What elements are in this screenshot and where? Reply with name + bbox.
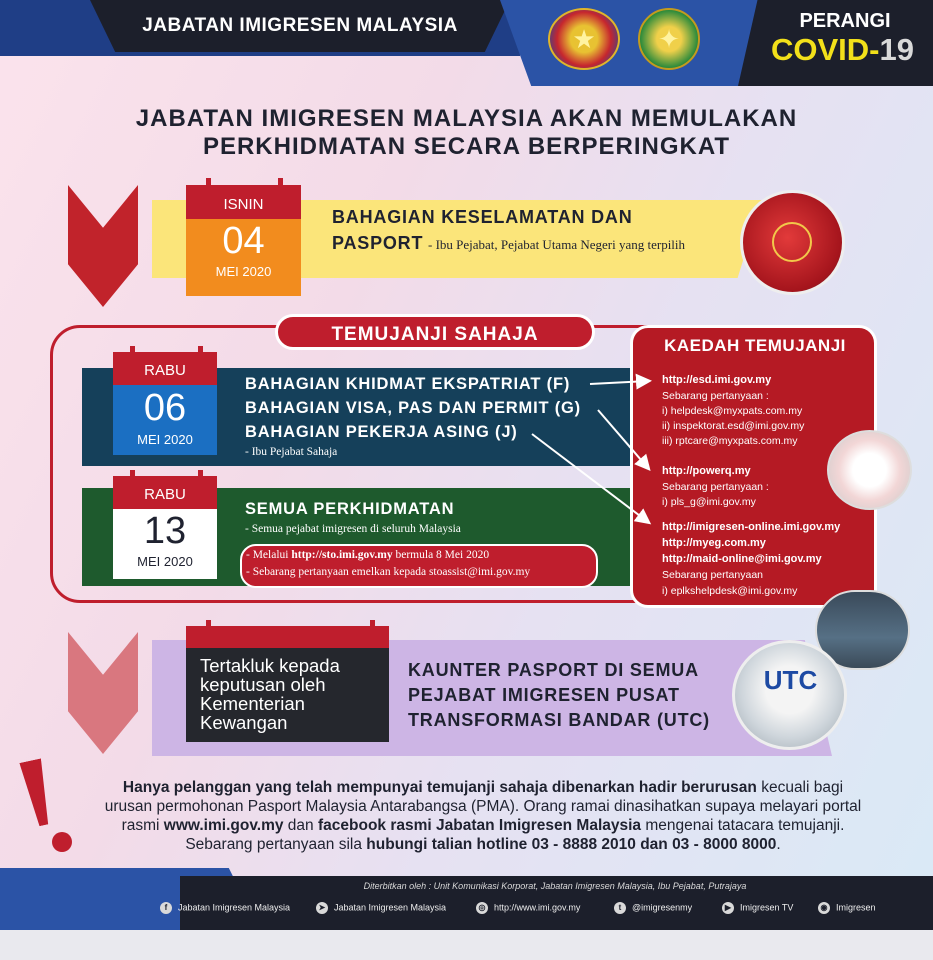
footer-publisher: Diterbitkan oleh : Unit Komunikasi Korporat, Jabatan Imigresen Malaysia, Ibu Pejabat, Putrajaya [363,881,747,891]
footer-twitter[interactable]: t @imigresenmy [614,902,692,914]
imi-website-link[interactable]: www.imi.gov.my [163,817,284,834]
headline-line-2: PERKHIDMATAN SECARA BERPERINGKAT [202,133,731,160]
bottom-strip [0,930,933,960]
email-helpdesk[interactable]: i) helpdesk@myxpats.com.my [662,405,803,417]
notice-line-1: Hanya pelanggan yang telah mempunyai temujanji sahaja dibenarkan hadir berurusan kecuali bagi [122,779,844,796]
esd-link[interactable]: http://esd.imi.gov.my [662,374,772,386]
headline-line-1: JABATAN IMIGRESEN MALAYSIA AKAN MEMULAKAN [135,105,798,132]
youtube-icon: ▶ [722,902,734,914]
notice-line-3: rasmi www.imi.gov.my dan facebook rasmi Jabatan Imigresen Malaysia mengenai tatacara temujanji. [121,817,845,834]
appointment-method-title: KAEDAH TEMUJANJI [664,336,846,355]
enquiry-label: Sebarang pertanyaan [662,569,763,581]
header-title: JABATAN IMIGRESEN MALAYSIA [142,15,458,36]
section-3-pill-line-1: - Melalui http://sto.imi.gov.my bermula 8 Mei 2020 [246,549,490,561]
covid-label: COVID-19 [771,32,914,67]
section-1-title-1: BAHAGIAN KESELAMATAN DAN [332,207,633,227]
email-rptcare[interactable]: iii) rptcare@myxpats.com.my [662,435,798,447]
myeg-link[interactable]: http://myeg.com.my [662,537,766,549]
calendar-3-month: MEI 2020 [137,554,193,569]
email-pls-g[interactable]: i) pls_g@imi.gov.my [662,496,756,508]
calendar-2-month: MEI 2020 [137,432,193,447]
malaysia-coat-of-arms-icon: ★ [548,8,620,70]
instagram-icon: ◉ [818,902,830,914]
section-4-box-header [186,626,389,648]
arrow-esd [590,381,648,384]
perangi-label: PERANGI [799,10,891,32]
calendar-ring-icon [370,620,375,634]
email-eplkshelpdesk[interactable]: i) eplkshelpdesk@imi.gov.my [662,585,798,597]
calendar-3-day: 13 [143,510,187,552]
section-4-line-1: KAUNTER PASPORT DI SEMUA [408,660,699,680]
imigresen-online-link[interactable]: http://imigresen-online.imi.gov.my [662,521,841,533]
calendar-1-dayname: ISNIN [186,185,301,219]
enquiry-label: Sebarang pertanyaan : [662,390,769,402]
powerq-link[interactable]: http://powerq.my [662,465,751,477]
globe-icon: ◎ [476,902,488,914]
footer-instagram[interactable]: ◉ Imigresen [818,902,876,914]
section-1-title-2: PASPORT [332,233,424,253]
footer-website[interactable]: ◎ http://www.imi.gov.my [476,902,580,914]
calendar-1-day: 04 [222,220,265,262]
section-2-note: - Ibu Pejabat Sahaja [245,446,338,458]
calendar-3-dayname: RABU [113,476,217,509]
section-4-condition: Tertakluk kepada keputusan oleh Kementerian Kewangan [200,655,340,733]
footer-facebook[interactable]: f Jabatan Imigresen Malaysia [160,902,290,914]
notice-line-2: urusan permohonan Pasport Malaysia Antarabangsa (PMA). Orang ramai dinasihatkan supaya melayari portal [104,798,862,815]
section-3-title: SEMUA PERKHIDMATAN [245,500,455,518]
footer-telegram[interactable]: ➤ Jabatan Imigresen Malaysia [316,902,446,914]
telegram-icon: ➤ [316,902,328,914]
section-2-line-3: BAHAGIAN PEKERJA ASING (J) [245,423,518,441]
calendar-ring-icon [206,620,211,634]
section-4-line-2: PEJABAT IMIGRESEN PUSAT [408,685,680,705]
enquiry-label: Sebarang pertanyaan : [662,481,769,493]
facebook-icon: f [160,902,172,914]
imigresen-logo-icon: ✦ [638,8,700,70]
arrow-powerq [598,410,648,468]
notice-line-4: Sebarang pertanyaan sila hubungi talian hotline 03 - 8888 2010 dan 03 - 8000 8000. [185,836,781,853]
calendar-2-day: 06 [143,387,187,429]
section-4-title [408,658,710,733]
sto-link[interactable]: http://sto.imi.gov.my [291,549,393,561]
calendar-2-dayname: RABU [113,352,217,385]
section-3-note: - Semua pejabat imigresen di seluruh Malaysia [245,523,461,535]
calendar-1-month: MEI 2020 [215,264,272,279]
appointment-only-pill: TEMUJANJI SAHAJA [275,314,595,350]
twitter-icon: t [614,902,626,914]
maid-online-link[interactable]: http://maid-online@imi.gov.my [662,553,822,565]
email-inspektorat[interactable]: ii) inspektorat.esd@imi.gov.my [662,420,805,432]
section-4-line-3: TRANSFORMASI BANDAR (UTC) [408,710,710,730]
section-1-note: - Ibu Pejabat, Pejabat Utama Negeri yang terpilih [428,237,686,252]
section-2-line-2: BAHAGIAN VISA, PAS DAN PERMIT (G) [245,399,581,417]
utc-logo: UTC [763,665,818,695]
footer-youtube[interactable]: ▶ Imigresen TV [722,902,793,914]
notice-text [66,778,900,854]
section-3-pill-line-2: - Sebarang pertanyaan emelkan kepada stoassist@imi.gov.my [246,566,531,578]
section-2-line-1: BAHAGIAN KHIDMAT EKSPATRIAT (F) [245,375,571,393]
